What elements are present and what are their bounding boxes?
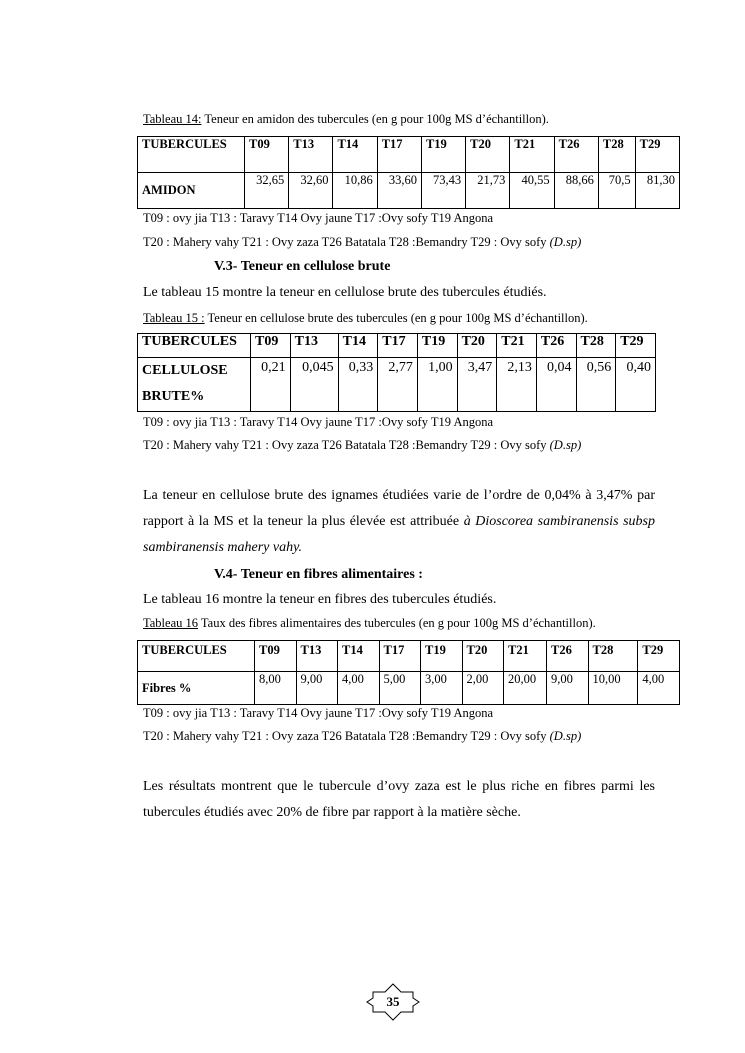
table-header-cell: T28 [588,641,638,672]
tableau14-legend-line1: T09 : ovy jia T13 : Taravy T14 Ovy jaune T17 :Ovy sofy T19 Angona [143,211,494,225]
table-cell: 81,30 [635,173,679,209]
table-cell: 0,04 [536,358,576,412]
table-cell: 10,86 [333,173,377,209]
tableau14-legend-line2 [143,235,581,250]
table-cell: 0,045 [290,358,338,412]
table-row [138,358,656,412]
legend-italic: (D.sp) [549,438,582,452]
table-cell: 0,56 [576,358,616,412]
table-cell: 88,66 [554,173,598,209]
table-header-row [138,641,680,672]
table-cell: 3,00 [421,672,463,705]
table-row-label: AMIDON [138,173,245,209]
table-header-cell: T14 [338,334,378,358]
table-header-cell: T17 [378,334,418,358]
table-header-cell: T28 [576,334,616,358]
tableau15-legend-line2 [143,438,581,453]
paragraph-fibres: Les résultats montrent que le tubercule d’ovy zaza est le plus riche en fibres parmi les tubercules étudiés avec 20% de fibre par rapport à la matière sèche. [143,779,655,820]
table-cell: 1,00 [417,358,457,412]
tableau15 [137,333,656,412]
legend-text: T20 : Mahery vahy T21 : Ovy zaza T26 Batatala T28 :Bemandry T29 : Ovy sofy [143,235,550,249]
table-row [138,173,680,209]
table-cell: 2,77 [378,358,418,412]
table-header-cell: T20 [457,334,497,358]
row-label-line2: BRUTE% [142,389,205,404]
table-header-cell: T20 [462,641,504,672]
table-header-cell: T14 [333,137,377,173]
table-header-cell: T21 [510,137,554,173]
legend-text: T20 : Mahery vahy T21 : Ovy zaza T26 Batatala T28 :Bemandry T29 : Ovy sofy [143,729,550,743]
table-header-cell: T13 [290,334,338,358]
table-header-cell: T29 [638,641,680,672]
table-row-label [138,358,251,412]
table-cell: 9,00 [296,672,338,705]
legend-italic: (D.sp) [549,729,582,743]
table-header-cell: T17 [377,137,421,173]
tableau14-caption [143,112,549,127]
table-header-cell: T09 [245,137,289,173]
table-cell: 10,00 [588,672,638,705]
table-cell: 4,00 [638,672,680,705]
table-header-cell: T26 [547,641,589,672]
table-cell: 5,00 [379,672,421,705]
table-header-cell: T26 [536,334,576,358]
tableau15-caption-text: Teneur en cellulose brute des tubercules (en g pour 100g MS d’échantillon). [204,311,588,325]
table-cell: 73,43 [421,173,465,209]
page-number-badge [365,982,421,1022]
paragraph-cellulose [143,483,655,561]
tableau14-caption-label: Tableau 14: [143,112,202,126]
legend-italic: (D.sp) [549,235,582,249]
table-header-cell: T09 [251,334,291,358]
page-number: 35 [386,994,400,1009]
table-header-cell: T17 [379,641,421,672]
table-header-cell: TUBERCULES [138,137,245,173]
paragraph-text: La teneur en cellulose brute des ignames étudiées varie de l’ordre de 0,04% à 3,47% par rapport à la MS et la teneur la plus élevée est attribuée [143,488,655,529]
table-header-cell: T21 [497,334,537,358]
table-cell: 21,73 [466,173,510,209]
table-cell: 20,00 [504,672,547,705]
table-header-cell: T19 [421,641,463,672]
section-v3-heading: V.3- Teneur en cellulose brute [214,259,391,274]
table-header-row [138,137,680,173]
table-cell: 33,60 [377,173,421,209]
tableau15-caption-label: Tableau 15 : [143,311,205,325]
table-header-cell: T13 [296,641,338,672]
table-cell: 0,21 [251,358,291,412]
table-cell: 2,13 [497,358,537,412]
table-header-cell: T13 [289,137,333,173]
tableau15-legend-line1: T09 : ovy jia T13 : Taravy T14 Ovy jaune T17 :Ovy sofy T19 Angona [143,415,494,429]
table-cell: 4,00 [338,672,380,705]
table-row-label: Fibres % [138,672,255,705]
paragraph-italic: à Dioscorea sambiranensis subsp sambiranensis mahery vahy. [143,514,655,555]
table-header-cell: T20 [466,137,510,173]
tableau15-caption [143,311,588,326]
table-cell: 32,60 [289,173,333,209]
table-cell: 32,65 [245,173,289,209]
tableau16 [137,640,680,705]
table-header-cell: TUBERCULES [138,334,251,358]
table-header-cell: T19 [421,137,465,173]
tableau16-caption-label: Tableau 16 [143,616,199,630]
table-cell: 70,5 [598,173,635,209]
table-header-cell: T09 [255,641,297,672]
table-header-cell: T21 [504,641,547,672]
tableau16-caption [143,616,596,631]
tableau14 [137,136,680,209]
table-cell: 40,55 [510,173,554,209]
table-header-cell: T28 [598,137,635,173]
table-cell: 9,00 [547,672,589,705]
section-v3-intro: Le tableau 15 montre la teneur en cellulose brute des tubercules étudiés. [143,285,547,300]
tableau16-caption-text: Taux des fibres alimentaires des tubercules (en g pour 100g MS d’échantillon). [198,616,596,630]
section-v4-heading: V.4- Teneur en fibres alimentaires : [214,567,423,582]
tableau14-caption-text: Teneur en amidon des tubercules (en g pour 100g MS d’échantillon). [201,112,549,126]
table-header-cell: T29 [616,334,656,358]
table-header-row [138,334,656,358]
table-cell: 8,00 [255,672,297,705]
table-header-cell: T26 [554,137,598,173]
section-v4-intro: Le tableau 16 montre la teneur en fibres des tubercules étudiés. [143,592,497,607]
table-header-cell: T29 [635,137,679,173]
table-row [138,672,680,705]
table-cell: 3,47 [457,358,497,412]
table-header-cell: T14 [338,641,380,672]
table-header-cell: T19 [417,334,457,358]
table-cell: 2,00 [462,672,504,705]
table-header-cell: TUBERCULES [138,641,255,672]
table-cell: 0,33 [338,358,378,412]
legend-text: T20 : Mahery vahy T21 : Ovy zaza T26 Batatala T28 :Bemandry T29 : Ovy sofy [143,438,550,452]
table-cell: 0,40 [616,358,656,412]
tableau16-legend-line2 [143,729,581,744]
tableau16-legend-line1: T09 : ovy jia T13 : Taravy T14 Ovy jaune T17 :Ovy sofy T19 Angona [143,706,494,720]
row-label-line1: CELLULOSE [142,363,228,378]
